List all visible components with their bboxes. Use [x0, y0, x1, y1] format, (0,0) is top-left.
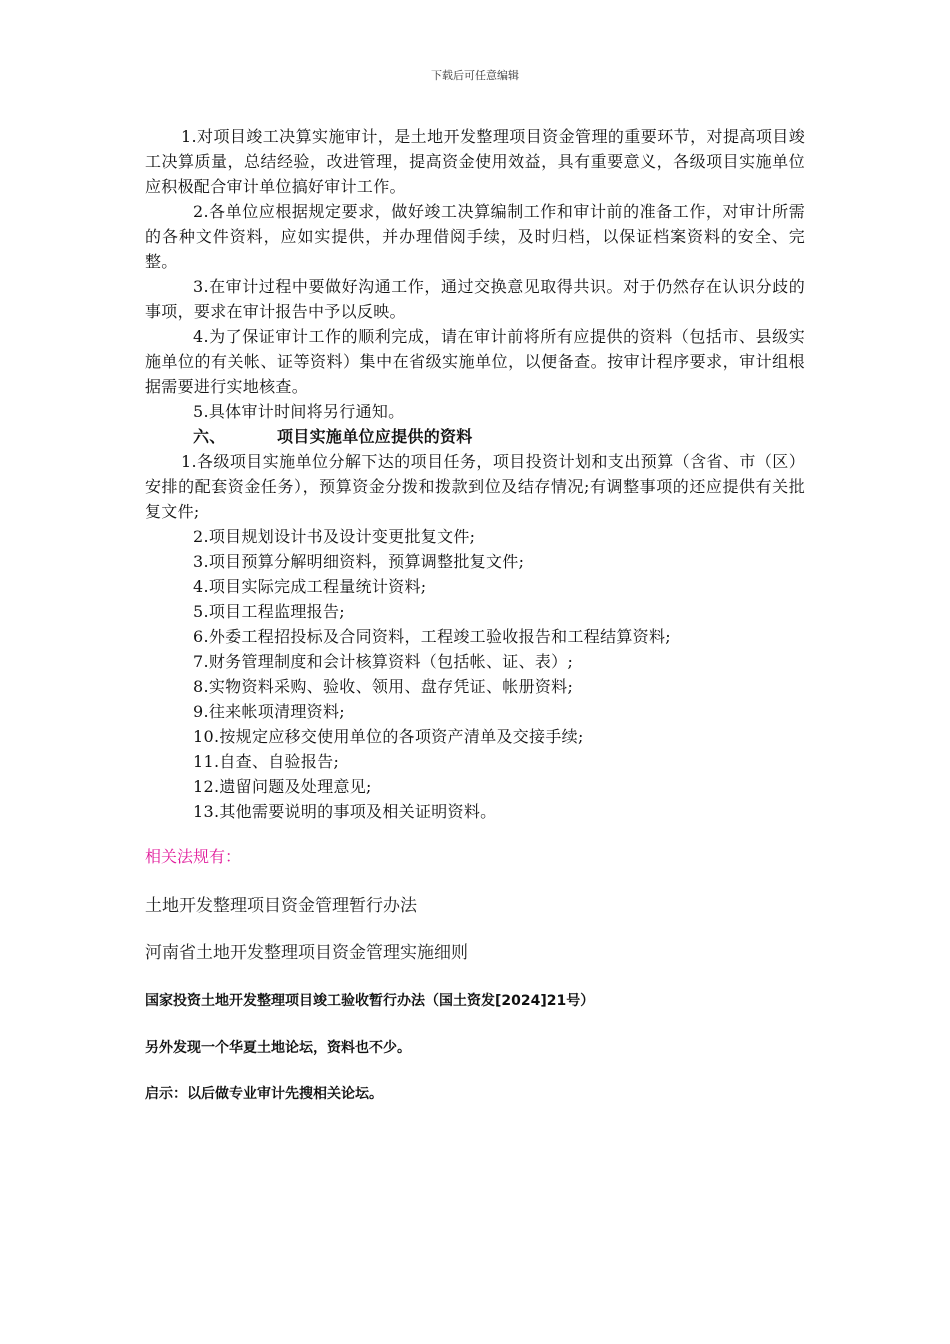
bold-note: 另外发现一个华夏土地论坛，资料也不少。: [145, 1040, 411, 1056]
section5-item-5: 5.具体审计时间将另行通知。: [193, 402, 405, 421]
section6-item: 8.实物资料采购、验收、领用、盘存凭证、帐册资料;: [193, 677, 574, 696]
section6-intro: 1.各级项目实施单位分解下达的项目任务，项目投资计划和支出预算（含省、市（区）安排的配套资金任务），预算资金分拨和拨款到位及结存情况;有调整事项的还应提供有关批复文件;: [145, 452, 805, 521]
law-title: 土地开发整理项目资金管理暂行办法: [145, 896, 417, 916]
section6-item: 9.往来帐项清理资料;: [193, 702, 345, 721]
bold-note: 国家投资土地开发整理项目竣工验收暂行办法（国土资发[2024]21号）: [145, 993, 595, 1009]
section6-item: 2.项目规划设计书及设计变更批复文件;: [193, 527, 476, 546]
section6-heading: [145, 424, 805, 449]
section6-item: 7.财务管理制度和会计核算资料（包括帐、证、表）;: [193, 652, 574, 671]
page-header: 下载后可任意编辑: [431, 69, 519, 82]
bold-note: 启示：以后做专业审计先搜相关论坛。: [145, 1086, 383, 1102]
section6-item: 4.项目实际完成工程量统计资料;: [193, 577, 427, 596]
section6-item: 11.自查、自验报告;: [193, 752, 340, 771]
section5-item-2: 2.各单位应根据规定要求，做好竣工决算编制工作和审计前的准备工作，对审计所需的各种文件资料，应如实提供，并办理借阅手续，及时归档，以保证档案资料的安全、完整。: [145, 202, 805, 271]
document-body: [145, 124, 805, 824]
section6-item: 5.项目工程监理报告;: [193, 602, 345, 621]
section6-title: 项目实施单位应提供的资料: [277, 427, 473, 446]
section6-item: 6.外委工程招投标及合同资料，工程竣工验收报告和工程结算资料;: [193, 627, 671, 646]
section5-item-3: 3.在审计过程中要做好沟通工作，通过交换意见取得共识。对于仍然存在认识分歧的事项，要求在审计报告中予以反映。: [145, 277, 805, 321]
law-title: 河南省土地开发整理项目资金管理实施细则: [145, 943, 468, 963]
section6-number: 六、: [193, 427, 226, 446]
section6-item: 10.按规定应移交使用单位的各项资产清单及交接手续;: [193, 727, 584, 746]
section5-item-4: 4.为了保证审计工作的顺利完成，请在审计前将所有应提供的资料（包括市、县级实施单位的有关帐、证等资料）集中在省级实施单位，以便备查。按审计程序要求，审计组根据需要进行实地核查。: [145, 327, 805, 396]
section6-item: 13.其他需要说明的事项及相关证明资料。: [193, 802, 497, 821]
section6-item: 3.项目预算分解明细资料，预算调整批复文件;: [193, 552, 525, 571]
section6-item: 12.遗留问题及处理意见;: [193, 777, 372, 796]
section5-item-1: 1.对项目竣工决算实施审计，是土地开发整理项目资金管理的重要环节，对提高项目竣工决算质量，总结经验，改进管理，提高资金使用效益，具有重要意义，各级项目实施单位应积极配合审计单位搞好审计工作。: [145, 127, 805, 196]
related-laws-label: 相关法规有：: [145, 847, 242, 866]
